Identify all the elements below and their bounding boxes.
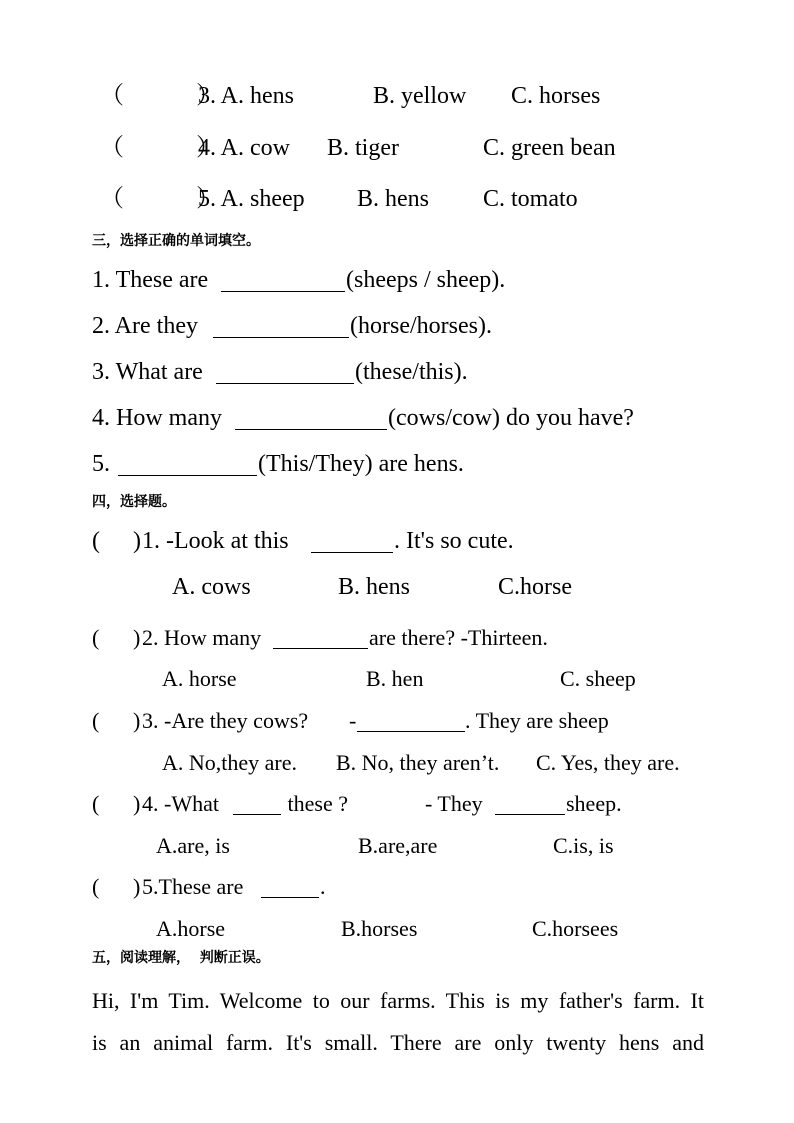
mc-question-3-option-b: B. No, they aren’t. <box>336 750 500 775</box>
answer-paren-open: ( <box>92 528 100 554</box>
mc-question-4-option-b: B.are,are <box>358 833 438 858</box>
mc-question-3-text-end: . They are sheep <box>465 708 609 733</box>
answer-paren-open: ( <box>92 708 100 733</box>
fill-item-1-text: 1. These are <box>92 267 209 293</box>
fill-item-3-blank[interactable] <box>216 383 354 384</box>
mc-question-1-text: 1. -Look at this <box>142 528 295 554</box>
mc-question-3-option-c: C. Yes, they are. <box>536 750 680 775</box>
mc-question-2-text-end: are there? -Thirteen. <box>369 625 548 650</box>
answer-paren-close: ) <box>133 791 141 816</box>
mc-question-3-text: 3. -Are they cows? <box>142 708 309 733</box>
mc-question-3-dash: - <box>349 708 357 733</box>
mc-question-1-option-a: A. cows <box>172 574 251 600</box>
mc-question-4-option-c: C.is, is <box>553 833 614 858</box>
answer-paren: （ ） <box>100 83 220 109</box>
question-3-option-a: 3. A. hens <box>198 83 294 109</box>
question-5-option-b: B. hens <box>357 186 429 212</box>
reading-passage-line-2: is an animal farm. It's small. There are only twenty hens and <box>92 1030 704 1055</box>
reading-passage-line-1: Hi, I'm Tim. Welcome to our farms. This is my father's farm. It <box>92 988 704 1013</box>
fill-item-3-text: 3. What are <box>92 359 203 385</box>
mc-question-2-option-a: A. horse <box>162 666 237 691</box>
mc-question-4-text-mid: these ? <box>282 791 348 816</box>
answer-paren-close: ) <box>133 625 141 650</box>
section-4-heading: 四，选择题。 <box>92 494 176 510</box>
mc-question-4-blank-2[interactable] <box>495 814 565 815</box>
section-5-heading: 五，阅读理解， 判断正误。 <box>92 950 270 966</box>
question-5-option-c: C. tomato <box>483 186 578 212</box>
question-4-option-b: B. tiger <box>327 135 399 161</box>
mc-question-4-response: - They <box>425 791 489 816</box>
fill-item-2-options: (horse/horses). <box>350 313 492 339</box>
fill-item-5-text: 5. <box>92 451 116 477</box>
question-3-option-c: C. horses <box>511 83 601 109</box>
answer-paren-close: ) <box>133 528 141 554</box>
fill-item-4-options: (cows/cow) do you have? <box>388 405 634 431</box>
mc-question-5-option-c: C.horsees <box>532 916 619 941</box>
mc-question-1-blank[interactable] <box>311 552 393 553</box>
fill-item-5-options: (This/They) are hens. <box>258 451 464 477</box>
question-4-option-a: 4. A. cow <box>198 135 290 161</box>
fill-item-3-options: (these/this). <box>355 359 468 385</box>
mc-question-4-blank-1[interactable] <box>233 814 281 815</box>
question-5-option-a: 5. A. sheep <box>198 186 305 212</box>
mc-question-2-text: 2. How many <box>142 625 262 650</box>
fill-item-2-text: 2. Are they <box>92 313 198 339</box>
mc-question-4-text-end: sheep. <box>566 791 622 816</box>
answer-paren-open: ( <box>92 874 100 899</box>
mc-question-2-option-c: C. sheep <box>560 666 636 691</box>
fill-item-1-blank[interactable] <box>221 291 345 292</box>
fill-item-4-blank[interactable] <box>235 429 387 430</box>
answer-paren: （ ） <box>100 186 220 212</box>
mc-question-5-blank[interactable] <box>261 897 319 898</box>
mc-question-5-text-end: . <box>320 874 326 899</box>
mc-question-2-option-b: B. hen <box>366 666 424 691</box>
mc-question-5-option-b: B.horses <box>341 916 418 941</box>
fill-item-2-blank[interactable] <box>213 337 349 338</box>
mc-question-5-option-a: A.horse <box>156 916 226 941</box>
mc-question-3-option-a: A. No,they are. <box>162 750 298 775</box>
mc-question-1-option-c: C.horse <box>498 574 572 600</box>
answer-paren-close: ) <box>133 708 141 733</box>
fill-item-4-text: 4. How many <box>92 405 222 431</box>
fill-item-1-options: (sheeps / sheep). <box>346 267 506 293</box>
question-4-option-c: C. green bean <box>483 135 616 161</box>
mc-question-5-text: 5.These are <box>142 874 249 899</box>
mc-question-1-option-b: B. hens <box>338 574 410 600</box>
answer-paren-open: ( <box>92 625 100 650</box>
mc-question-1-text-end: . It's so cute. <box>394 528 514 554</box>
mc-question-3-blank[interactable] <box>357 731 465 732</box>
answer-paren-close: ) <box>133 874 141 899</box>
mc-question-4-text: 4. -What <box>142 791 225 816</box>
question-3-option-b: B. yellow <box>373 83 467 109</box>
answer-paren: （ ） <box>100 135 220 161</box>
answer-paren-open: ( <box>92 791 100 816</box>
fill-item-5-blank[interactable] <box>118 475 257 476</box>
section-3-heading: 三，选择正确的单词填空。 <box>92 233 260 249</box>
mc-question-2-blank[interactable] <box>273 648 368 649</box>
mc-question-4-option-a: A.are, is <box>156 833 230 858</box>
